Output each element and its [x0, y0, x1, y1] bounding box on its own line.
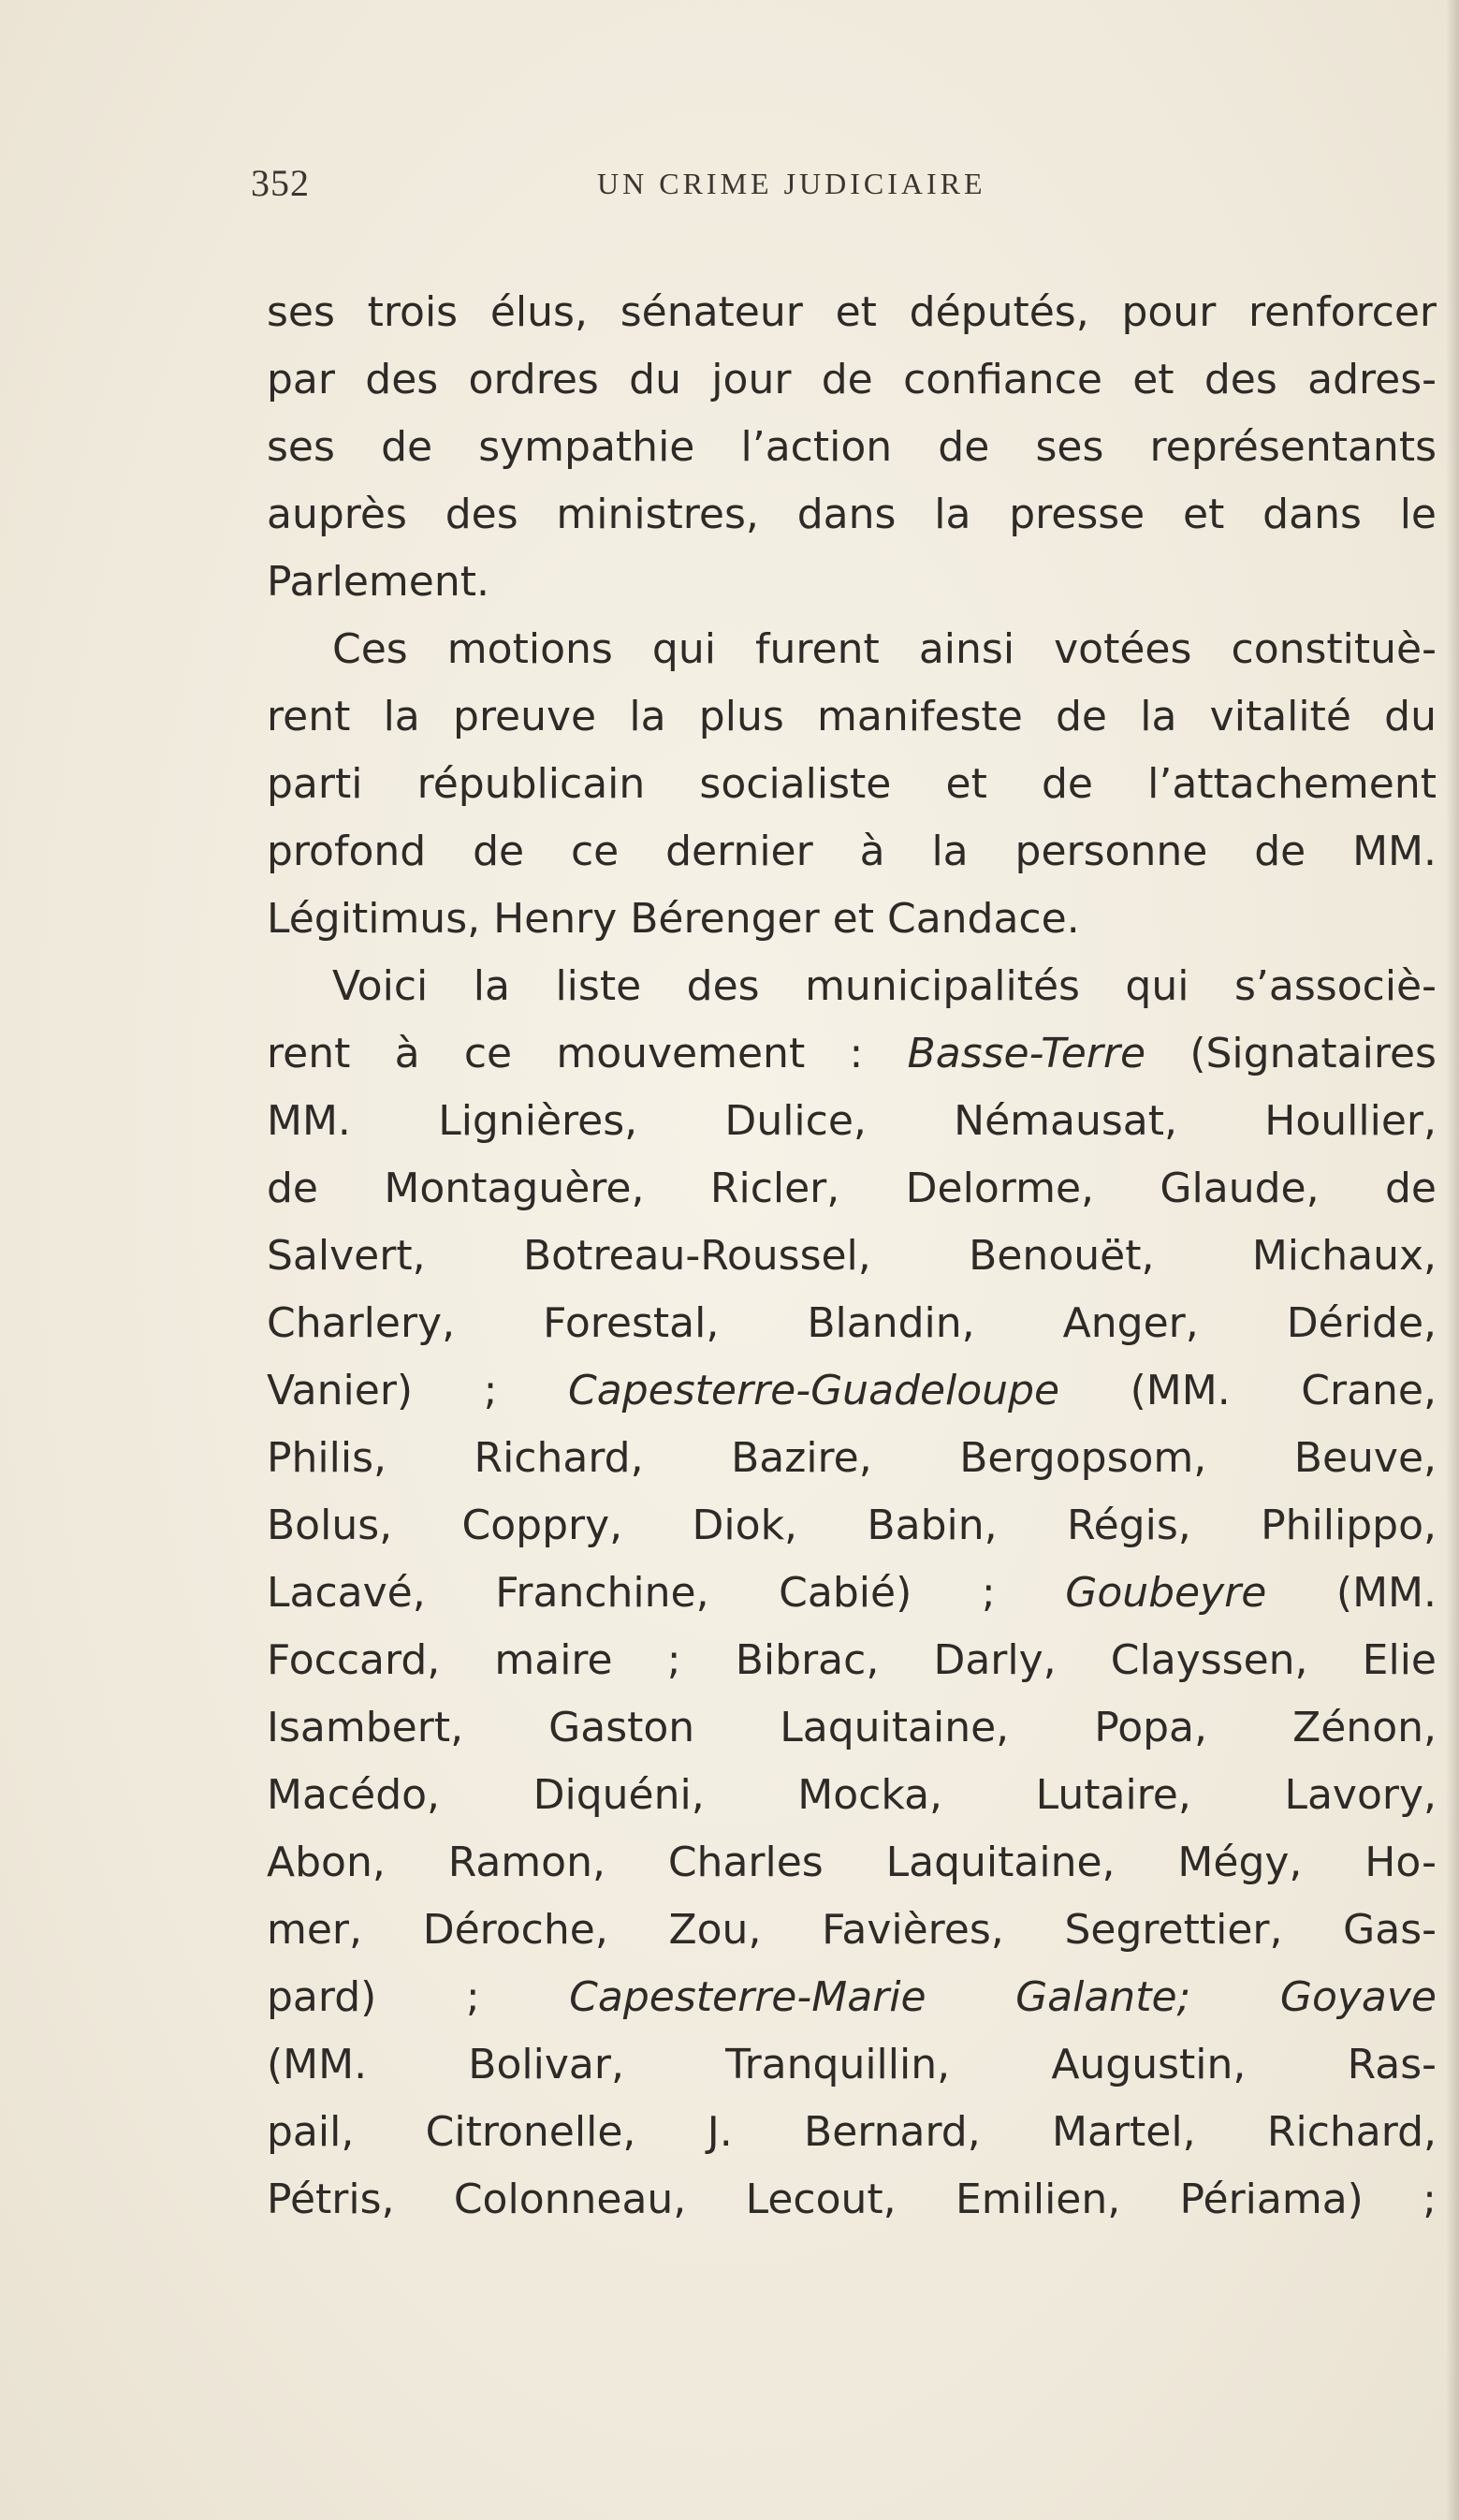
- text-line: Voici la liste des municipalités qui s’associè-: [332, 962, 1437, 1010]
- text-line: Foccard, maire ; Bibrac, Darly, Clayssen, Elie: [267, 1636, 1437, 1684]
- text-line: auprès des ministres, dans la presse et dans le: [267, 491, 1437, 538]
- text-line: Isambert, Gaston Laquitaine, Popa, Zénon,: [267, 1704, 1437, 1751]
- place-name: Capesterre-Marie Galante; Goyave: [569, 1973, 1437, 2021]
- running-title: UN CRIME JUDICIAIRE: [597, 167, 986, 200]
- text-fragment: pard) ;: [267, 1973, 570, 2021]
- text-line: par des ordres du jour de confiance et des adres-: [267, 356, 1437, 403]
- text-line: rent la preuve la plus manifeste de la vitalité du: [267, 693, 1437, 740]
- text-line: pail, Citronelle, J. Bernard, Martel, Richard,: [267, 2108, 1437, 2156]
- text-line: Salvert, Botreau-Roussel, Benouët, Michaux,: [267, 1232, 1437, 1280]
- text-line: MM. Lignières, Dulice, Némausat, Houllier,: [267, 1097, 1437, 1145]
- text-line: Parlement.: [267, 558, 489, 606]
- text-line: Charlery, Forestal, Blandin, Anger, Déride,: [267, 1299, 1437, 1347]
- text-line: mer, Déroche, Zou, Favières, Segrettier, Gas-: [267, 1906, 1437, 1954]
- body-text: [267, 279, 1437, 2234]
- text-line: Abon, Ramon, Charles Laquitaine, Mégy, Ho-: [267, 1839, 1437, 1886]
- text-fragment: (Signataires: [1145, 1030, 1437, 1077]
- text-fragment: Lacavé, Franchine, Cabié) ;: [267, 1569, 1066, 1617]
- text-line: [267, 1964, 1437, 2031]
- text-line: profond de ce dernier à la personne de MM.: [267, 828, 1437, 875]
- text-line: de Montaguère, Ricler, Delorme, Glaude, de: [267, 1165, 1437, 1212]
- text-line: ses de sympathie l’action de ses représentants: [267, 423, 1437, 471]
- text-line: (MM. Bolivar, Tranquillin, Augustin, Ras-: [267, 2041, 1437, 2088]
- text-fragment: rent à ce mouvement :: [267, 1030, 908, 1077]
- text-line: Bolus, Coppry, Diok, Babin, Régis, Philippo,: [267, 1502, 1437, 1549]
- text-line: [267, 1020, 1437, 1088]
- text-fragment: Vanier) ;: [267, 1367, 569, 1414]
- place-name: Basse-Terre: [907, 1030, 1146, 1077]
- text-line: [267, 1357, 1437, 1425]
- text-line: Philis, Richard, Bazire, Bergopsom, Beuve,: [267, 1434, 1437, 1482]
- page-edge-shadow: [1446, 0, 1459, 2520]
- text-line: Légitimus, Henry Bérenger et Candace.: [267, 895, 1080, 943]
- text-line: Pétris, Colonneau, Lecout, Emilien, Périama) ;: [267, 2176, 1437, 2223]
- place-name: Capesterre-Guadeloupe: [568, 1367, 1060, 1414]
- text-line: Ces motions qui furent ainsi votées constituè-: [332, 625, 1437, 673]
- text-line: Macédo, Diquéni, Mocka, Lutaire, Lavory,: [267, 1771, 1437, 1819]
- text-line: ses trois élus, sénateur et députés, pour renforcer: [267, 288, 1437, 336]
- text-line: parti républicain socialiste et de l’attachement: [267, 760, 1437, 808]
- page-number: 352: [251, 162, 310, 204]
- place-name: Goubeyre: [1065, 1569, 1267, 1617]
- text-fragment: (MM. Crane,: [1059, 1367, 1437, 1414]
- text-fragment: (MM.: [1266, 1569, 1437, 1617]
- text-line: [267, 1560, 1437, 1627]
- running-head: [251, 161, 1276, 217]
